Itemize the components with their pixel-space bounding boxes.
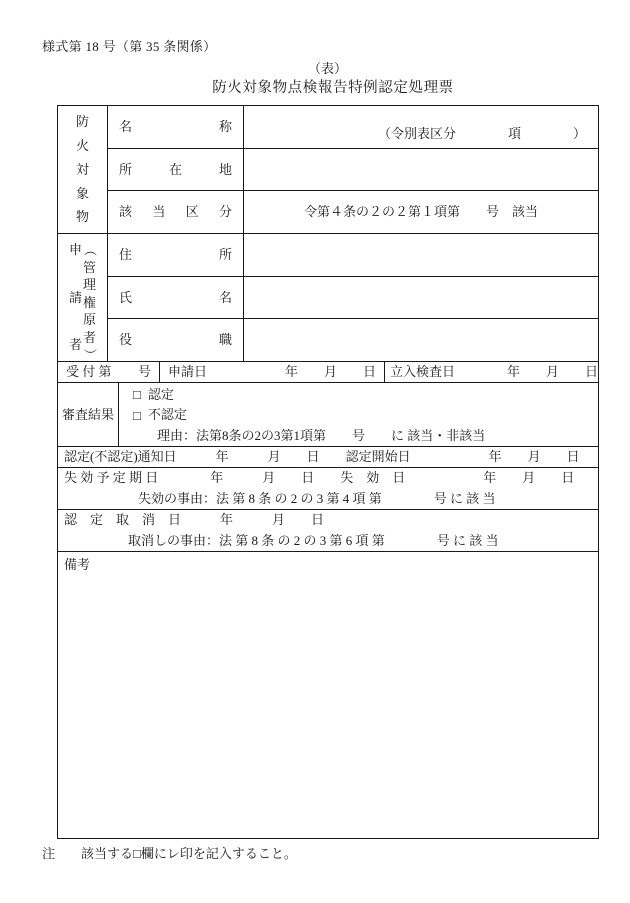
not-certified-checkbox[interactable]: □ xyxy=(133,407,141,423)
fire-target-group-label: 防 火 対 象 物 xyxy=(75,114,89,225)
reception-row xyxy=(58,362,598,383)
revocation-date-line: 認 定 取 消 日 年 月 日 xyxy=(64,512,325,528)
sheet-side-label: （表） xyxy=(307,61,347,76)
review-result-row xyxy=(58,383,598,447)
page-title: 防火対象物点検報告特例認定処理票 xyxy=(212,80,454,96)
residence-value-field xyxy=(244,234,598,276)
row-address xyxy=(108,149,598,192)
application-date-cell: 申請日 年 月 日 xyxy=(160,362,385,382)
applicant-group-label-sub: （ 管 理 権 原 者 ） xyxy=(82,243,98,362)
notice-date-row xyxy=(58,447,598,468)
expiry-row xyxy=(58,468,598,510)
post-value-field xyxy=(244,319,598,361)
footnote-text: 該当する□欄にレ印を記入すること。 xyxy=(81,846,297,861)
certified-option-label: 認定 xyxy=(147,386,174,402)
fire-target-group-label-cell xyxy=(58,106,108,233)
footnote-marker: 注 xyxy=(42,846,56,861)
applicant-group xyxy=(58,234,598,362)
certified-option xyxy=(119,384,598,405)
reception-number-cell xyxy=(58,362,160,382)
reception-number-suffix: 号 xyxy=(137,364,151,380)
revocation-reason-line: 取消しの事由：法 第 8 条 の 2 の 3 第 6 項 第 号 に 該 当 xyxy=(128,532,499,548)
reception-number-prefix: 受 付 第 xyxy=(66,364,112,380)
certified-checkbox[interactable]: □ xyxy=(133,386,141,402)
remarks-label: 備考 xyxy=(64,557,91,572)
row-category xyxy=(108,191,598,233)
category-label: 該 当 区 分 xyxy=(119,204,232,220)
onsite-inspection-date-cell: 立入検査日 年 月 日 xyxy=(390,364,598,380)
row-applicant-name xyxy=(108,277,598,320)
row-post xyxy=(108,319,598,361)
not-certified-option xyxy=(119,405,598,426)
expiry-reason-line: 失効の事由：法 第 8 条 の 2 の 3 第 4 項 第 号 に 該 当 xyxy=(138,490,496,506)
address-value-field xyxy=(244,149,598,191)
remarks-row xyxy=(58,552,598,838)
review-result-label: 審査結果 xyxy=(58,383,119,446)
name-value-field: （令別表区分 項 ） xyxy=(377,126,586,142)
form-table xyxy=(57,105,599,839)
applicant-name-label: 氏 名 xyxy=(119,289,232,305)
row-residence xyxy=(108,234,598,277)
review-reason-line: 理由：法第8条の2の3第1項第 号 に 該当・非該当 xyxy=(157,427,486,443)
footnote xyxy=(42,845,297,863)
post-label: 役 職 xyxy=(119,332,232,348)
residence-label: 住 所 xyxy=(119,247,232,263)
applicant-group-label-cell xyxy=(58,234,108,361)
category-value: 令第４条の２の２第１項第 号 該当 xyxy=(303,204,538,220)
expiry-date-line: 失 効 予 定 期 日 年 月 日 失 効 日 年 月 日 xyxy=(64,470,575,486)
form-number: 様式第 18 号（第 35 条関係） xyxy=(42,39,217,54)
address-label: 所 在 地 xyxy=(119,161,232,177)
not-certified-option-label: 不認定 xyxy=(147,407,187,423)
notice-date-line: 認定(不認定)通知日 年 月 日 認定開始日 年 月 日 xyxy=(64,449,580,465)
revocation-row xyxy=(58,510,598,552)
fire-target-group xyxy=(58,106,598,234)
applicant-name-value-field xyxy=(244,277,598,319)
row-name xyxy=(108,106,598,149)
name-label: 名 称 xyxy=(119,119,232,135)
applicant-group-label-main: 申 請 者 xyxy=(68,242,82,353)
